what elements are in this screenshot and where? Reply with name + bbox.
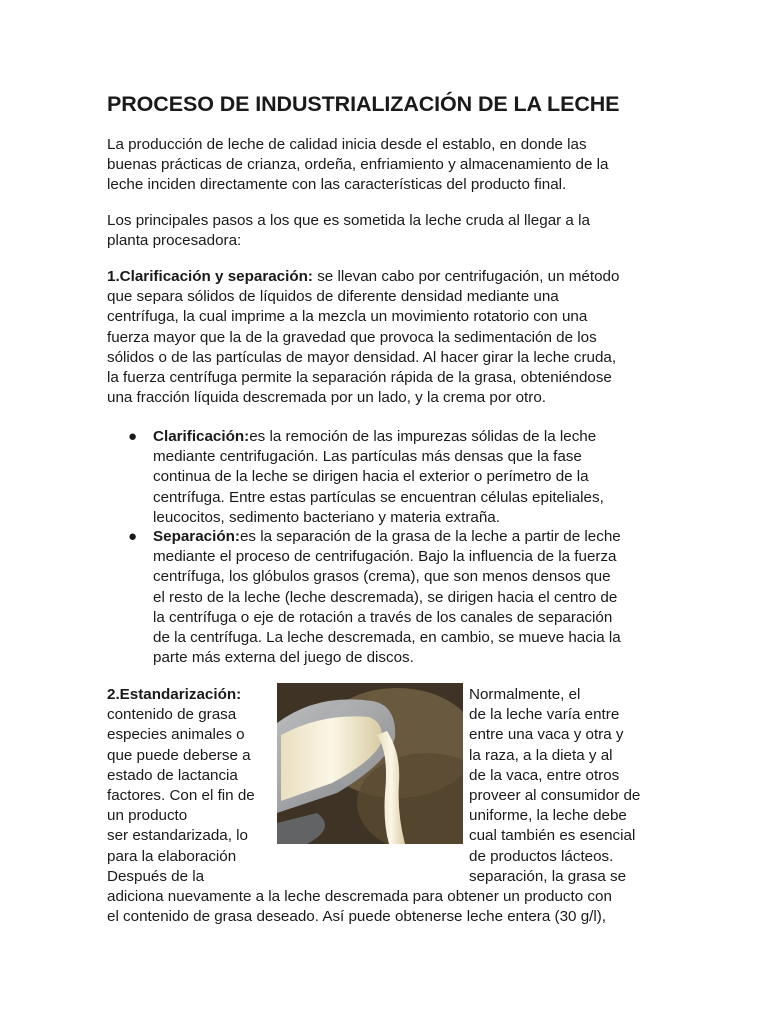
intro-line: La producción de leche de calidad inicia desde el establo, en donde las bbox=[107, 136, 587, 153]
section2-right-line: uniforme, la leche debe bbox=[469, 807, 627, 825]
section1-line: una fracción líquida descremada por un lado, y la crema por otro. bbox=[107, 389, 546, 407]
intro-line: leche inciden directamente con las características del producto final. bbox=[107, 176, 567, 194]
section2-bottom-line: el contenido de grasa deseado. Así puede obtenerse leche entera (30 g/l), bbox=[107, 908, 607, 926]
section1-line: centrífuga, la cual imprime a la mezcla un movimiento rotatorio con una bbox=[107, 308, 588, 326]
section2-heading: 2.Estandarización: bbox=[107, 686, 242, 703]
section2-left-line: ser estandarizada, lo bbox=[107, 827, 248, 845]
section1-line: que separa sólidos de líquidos de diferente densidad mediante una bbox=[107, 288, 559, 306]
section2-right-line: proveer al consumidor de bbox=[469, 787, 641, 805]
section2-left-line: estado de lactancia bbox=[107, 766, 238, 784]
bullet-line: centrífuga, los glóbulos grasos (crema), que son menos densos que bbox=[153, 568, 611, 586]
section1-heading: 1.Clarificación y separación: bbox=[107, 268, 313, 285]
section2-right-line: cual también es esencial bbox=[469, 827, 636, 845]
section1-paragraph bbox=[107, 267, 619, 408]
section1-line: la fuerza centrífuga permite la separación rápida de la grasa, obteniéndose bbox=[107, 369, 612, 387]
section2-right-line: de la vaca, entre otros bbox=[469, 766, 620, 784]
bullet-term: Separación: bbox=[153, 528, 240, 545]
section2-left-line: factores. Con el fin de bbox=[107, 787, 255, 805]
section2-left-line: que puede deberse a bbox=[107, 746, 251, 764]
bullet-term: Clarificación: bbox=[153, 428, 250, 445]
section2-right-line: de productos lácteos. bbox=[469, 847, 614, 865]
bullet-text bbox=[153, 427, 604, 528]
section1-line: sólidos o de las partículas de mayor densidad. Al hacer girar la leche cruda, bbox=[107, 348, 617, 366]
section2-left-line: para la elaboración bbox=[107, 847, 237, 865]
section2-left-line: un producto bbox=[107, 807, 188, 825]
bullet-line: la centrífuga o eje de rotación a través de los canales de separación bbox=[153, 608, 613, 626]
section2-left-line: especies animales o bbox=[107, 726, 245, 744]
bullet-text bbox=[153, 527, 621, 668]
bullet-line: mediante centrifugación. Las partículas más densas que la fase bbox=[153, 448, 582, 466]
bullet-icon: ● bbox=[128, 428, 138, 445]
bullet-first-line bbox=[153, 527, 621, 547]
section2-left-line: contenido de grasa bbox=[107, 706, 237, 724]
intro-line: buenas prácticas de crianza, ordeña, enfriamiento y almacenamiento de la bbox=[107, 156, 609, 174]
bullet-line: el resto de la leche (leche descremada), se dirigen hacia el centro de bbox=[153, 588, 618, 606]
bullet-line: mediante el proceso de centrifugación. Bajo la influencia de la fuerza bbox=[153, 548, 617, 566]
section2-right-line: de la leche varía entre bbox=[469, 706, 620, 724]
bullet-line: de la centrífuga. La leche descremada, en cambio, se mueve hacia la bbox=[153, 629, 621, 647]
bullet-first-line-text: es la separación de la grasa de la leche a partir de leche bbox=[239, 528, 621, 545]
section1-first-line-text: se llevan cabo por centrifugación, un método bbox=[312, 268, 620, 285]
section2-left-column bbox=[107, 685, 255, 887]
section1-line: fuerza mayor que la de la gravedad que provoca la sedimentación de los bbox=[107, 328, 597, 346]
section2-right-column bbox=[469, 685, 640, 887]
milk-pouring-illustration bbox=[277, 683, 463, 844]
steps-line: planta procesadora: bbox=[107, 232, 242, 250]
section2-left-line: Después de la bbox=[107, 867, 205, 885]
section2-right-line: separación, la grasa se bbox=[469, 867, 627, 885]
section2-right-line: Normalmente, el bbox=[469, 686, 581, 703]
section2-bottom-line: adiciona nuevamente a la leche descremada para obtener un producto con bbox=[107, 888, 612, 905]
document-title: PROCESO DE INDUSTRIALIZACIÓN DE LA LECHE bbox=[107, 92, 620, 116]
bullet-icon: ● bbox=[128, 528, 138, 545]
intro-paragraph bbox=[107, 135, 608, 196]
bullet-line: continua de la leche se dirigen hacia el exterior o perímetro de la bbox=[153, 468, 589, 486]
section2-bottom-paragraph bbox=[107, 887, 612, 927]
bullet-first-line-text: es la remoción de las impurezas sólidas de la leche bbox=[249, 428, 597, 445]
section2-right-line: entre una vaca y otra y bbox=[469, 726, 624, 744]
bullet-line: centrífuga. Entre estas partículas se encuentran células epiteliales, bbox=[153, 488, 604, 506]
steps-line: Los principales pasos a los que es sometida la leche cruda al llegar a la bbox=[107, 212, 590, 229]
bullet-line: parte más externa del juego de discos. bbox=[153, 649, 414, 667]
steps-paragraph bbox=[107, 211, 590, 251]
section2-right-line: la raza, a la dieta y al bbox=[469, 746, 613, 764]
bullet-first-line bbox=[153, 427, 604, 447]
bullet-line: leucocitos, sedimento bacteriano y materia extraña. bbox=[153, 508, 500, 526]
section1-first-line bbox=[107, 267, 619, 287]
milk-pouring-photo bbox=[277, 683, 463, 844]
